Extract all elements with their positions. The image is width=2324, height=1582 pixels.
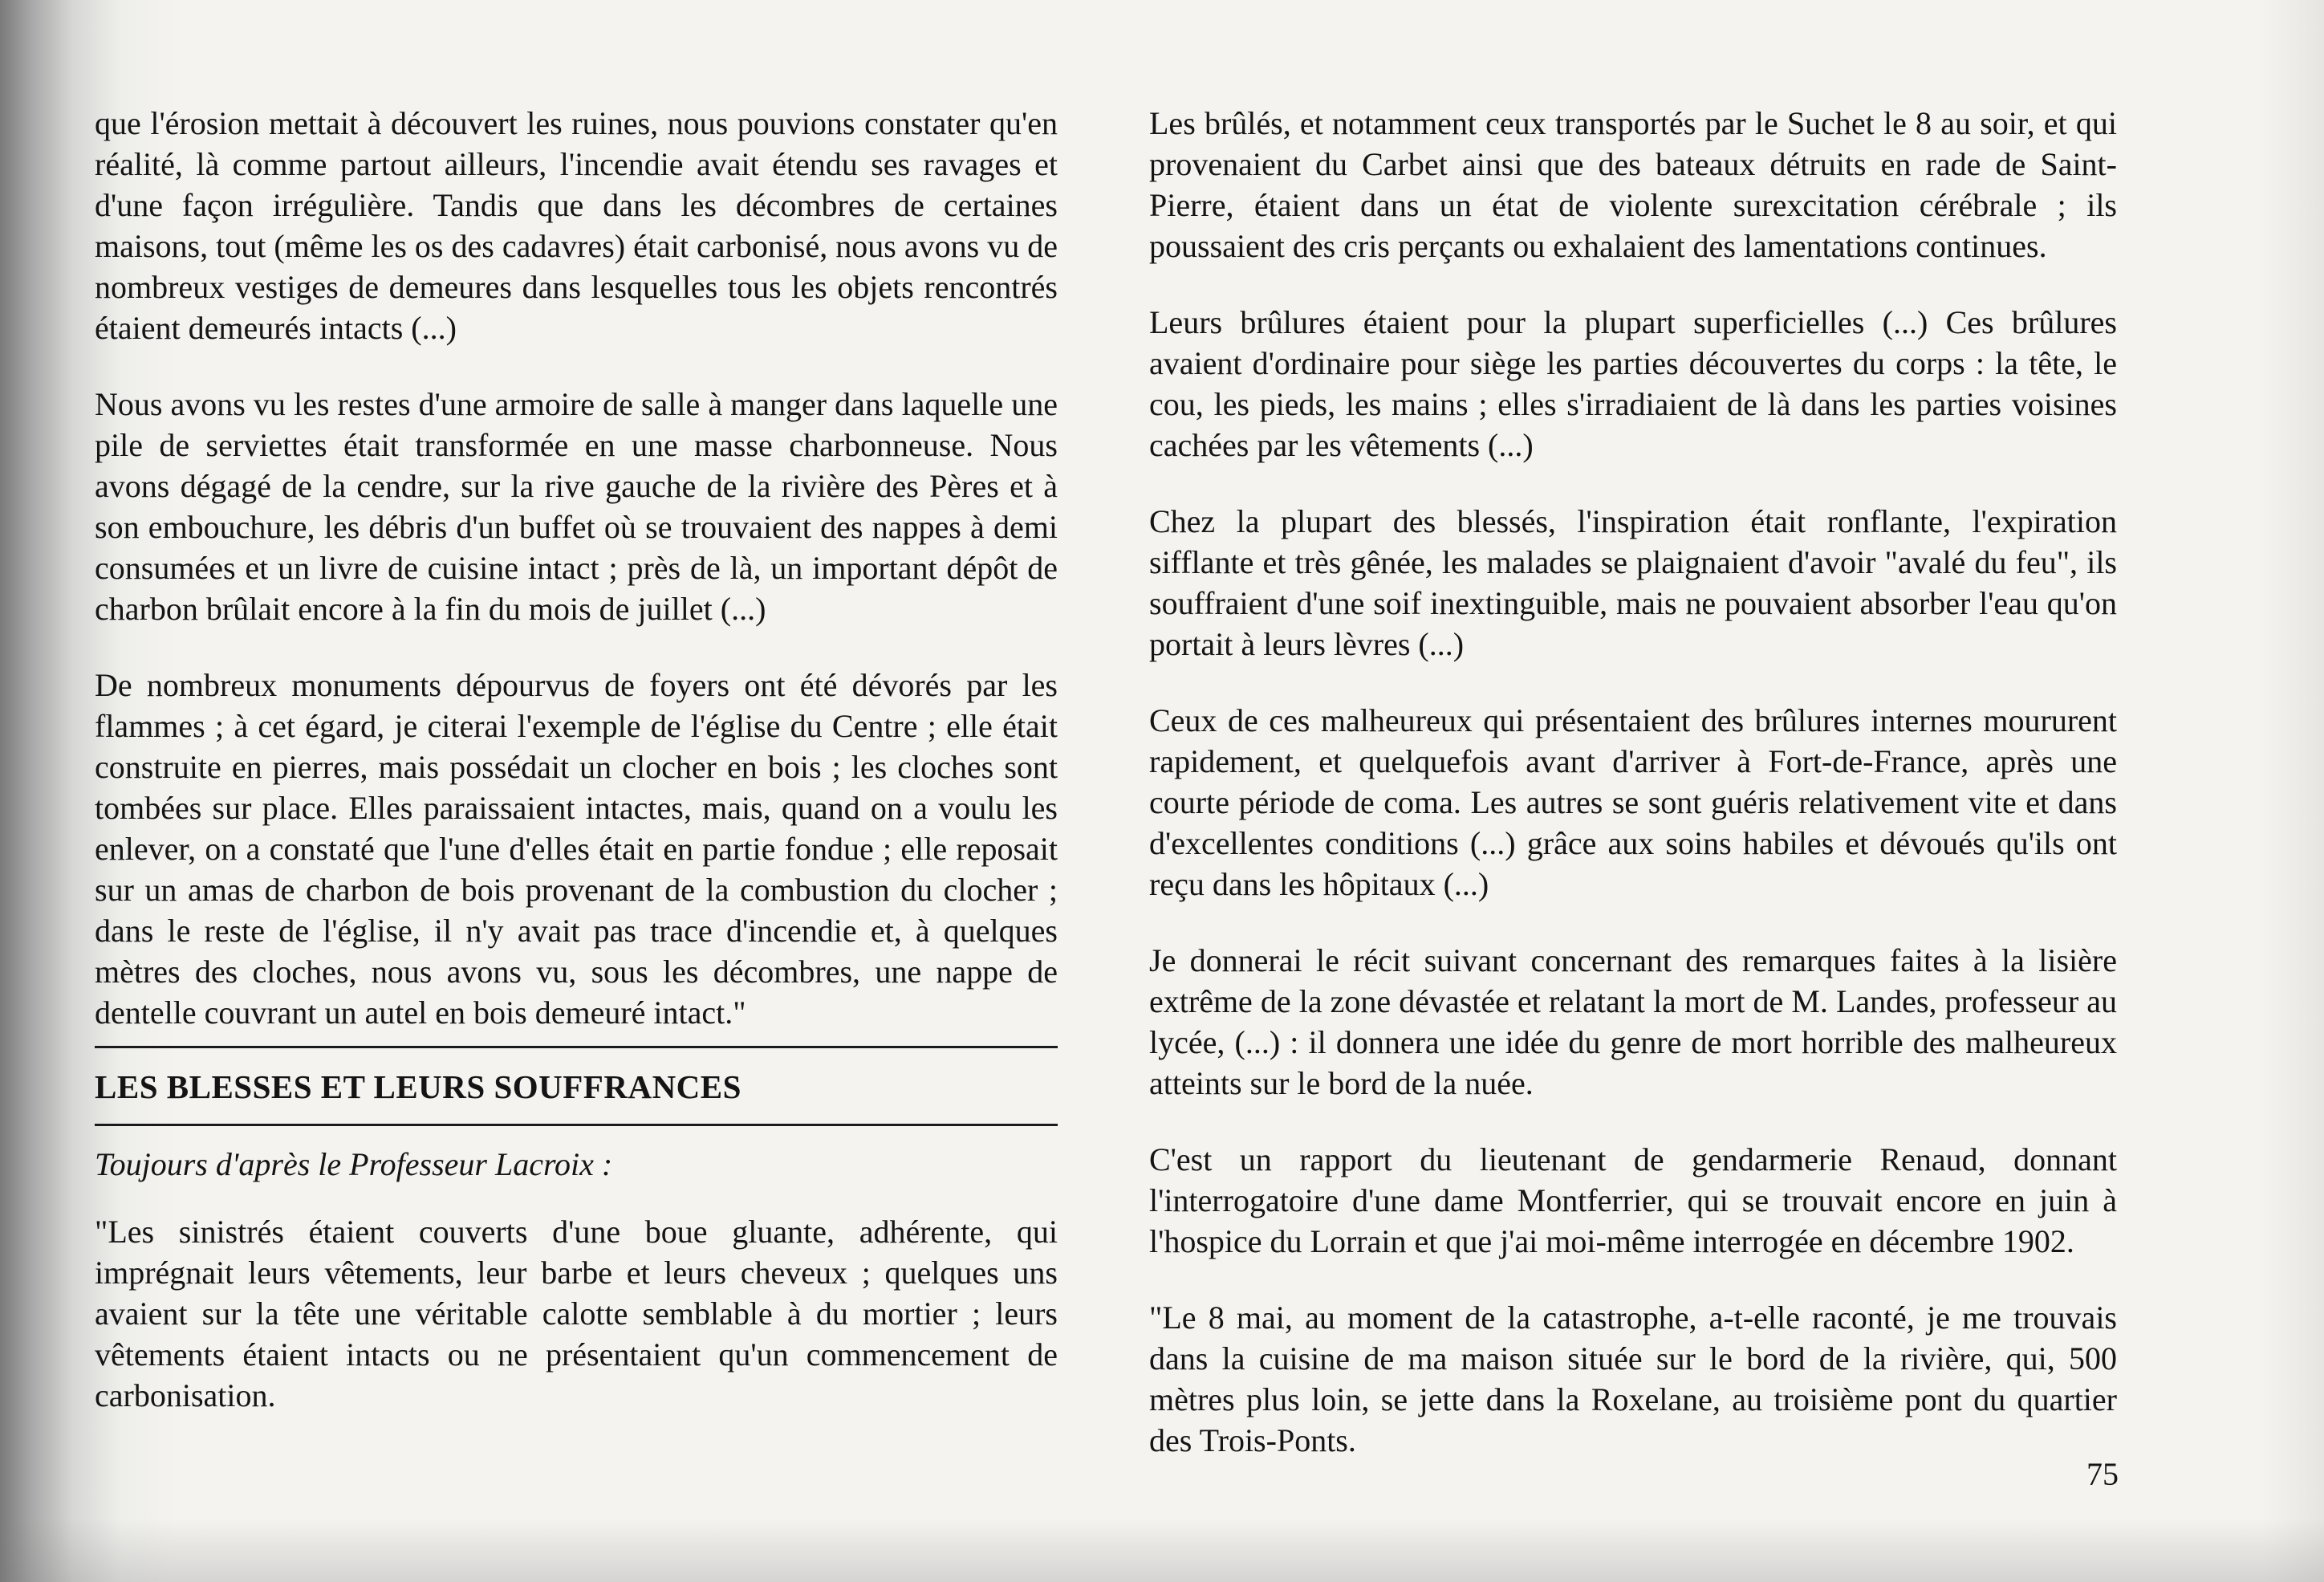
- paragraph-eglise: De nombreux monuments dépourvus de foyers ont été dévorés par les flammes ; à cet égard, je citerai l'exemple de l'église du Centre ; elle était construite en pierres, mais possédait un clocher en bois ; les cloches sont tombées sur place. Elles paraissaient intactes, mais, quand on a voulu les enlever, on a constaté que l'une d'elles était en partie fondue ; elle reposait sur un amas de charbon de bois provenant de la combustion du clocher ; dans le reste de l'église, il n'y avait pas trace d'incendie et, à quelques mètres des cloches, nous avons vu, sous les décombres, une nappe de dentelle couvrant un autel en bois demeuré intact.": [95, 667, 1058, 1031]
- left-column: [95, 103, 1058, 1451]
- paragraph-rapport: C'est un rapport du lieutenant de gendarmerie Renaud, donnant l'interrogatoire d'une dame Montferrier, qui se trouvait encore en juin à l'hospice du Lorrain et que j'ai moi-même interrogée en décembre 1902.: [1149, 1141, 2117, 1259]
- heading-bottom-rule: [95, 1124, 1058, 1126]
- section-heading: LES BLESSES ET LEURS SOUFFRANCES: [95, 1068, 741, 1105]
- paragraph-recit: Je donnerai le récit suivant concernant des remarques faites à la lisière extrême de la zone dévastée et relatant la mort de M. Landes, professeur au lycée, (...) : il donnera une idée du genre de mort horrible des malheureux atteints sur le bord de la nuée.: [1149, 942, 2117, 1101]
- right-column: [1149, 103, 2117, 1496]
- paragraph-8-mai: "Le 8 mai, au moment de la catastrophe, a-t-elle raconté, je me trouvais dans la cuisine de ma maison située sur le bord de la rivière, qui, 500 mètres plus loin, se jette dans la Roxelane, au troisième pont du quartier des Trois-Ponts.: [1149, 1299, 2117, 1458]
- paragraph-erosion: que l'érosion mettait à découvert les ruines, nous pouvions constater qu'en réalité, là comme partout ailleurs, l'incendie avait étendu ses ravages et d'une façon irrégulière. Tandis que dans les décombres de certaines maisons, tout (même les os des cadavres) était carbonisé, nous avons vu de nombreux vestiges de demeures dans lesquelles tous les objets rencontrés étaient demeurés intacts (...): [95, 105, 1058, 346]
- paragraph-sinistres: "Les sinistrés étaient couverts d'une boue gluante, adhérente, qui imprégnait leurs vêtements, leur barbe et leurs cheveux ; quelques uns avaient sur la tête une véritable calotte semblable à du mortier ; leurs vêtements étaient intacts ou ne présentaient qu'un commencement de carbonisation.: [95, 1214, 1058, 1413]
- paragraph-malheureux: Ceux de ces malheureux qui présentaient des brûlures internes moururent rapidement, et quelquefois avant d'arriver à Fort-de-France, après une courte période de coma. Les autres se sont guéris relativement vite et dans d'excellentes conditions (...) grâce aux soins habiles et dévoués qu'ils ont reçu dans les hôpitaux (...): [1149, 702, 2117, 902]
- paragraph-armoire: Nous avons vu les restes d'une armoire de salle à manger dans laquelle une pile de serviettes était transformée en une masse charbonneuse. Nous avons dégagé de la cendre, sur la rive gauche de la rivière des Pères et à son embouchure, les débris d'un buffet où se trouvaient des nappes à demi consumées et un livre de cuisine intact ; près de là, un important dépôt de charbon brûlait encore à la fin du mois de juillet (...): [95, 386, 1058, 627]
- page-number: 75: [2086, 1456, 2119, 1492]
- section-subtitle: Toujours d'après le Professeur Lacroix :: [95, 1146, 613, 1182]
- heading-top-rule: [95, 1046, 1058, 1048]
- paragraph-brules: Les brûlés, et notamment ceux transportés par le Suchet le 8 au soir, et qui provenaient du Carbet ainsi que des bateaux détruits en rade de Saint-Pierre, étaient dans un état de violente surexcitation cérébrale ; ils poussaient des cris perçants ou exhalaient des lamentations continues.: [1149, 105, 2117, 264]
- paragraph-brulures: Leurs brûlures étaient pour la plupart superficielles (...) Ces brûlures avaient d'ordinaire pour siège les parties découvertes du corps : la tête, le cou, les pieds, les mains ; elles s'irradiaient de là dans les parties voisines cachées par les vêtements (...): [1149, 304, 2117, 463]
- paragraph-inspiration: Chez la plupart des blessés, l'inspiration était ronflante, l'expiration sifflante et très gênée, les malades se plaignaient d'avoir "avalé du feu", ils souffraient d'une soif inextinguible, mais ne pouvaient absorber l'eau qu'on portait à leurs lèvres (...): [1149, 503, 2117, 662]
